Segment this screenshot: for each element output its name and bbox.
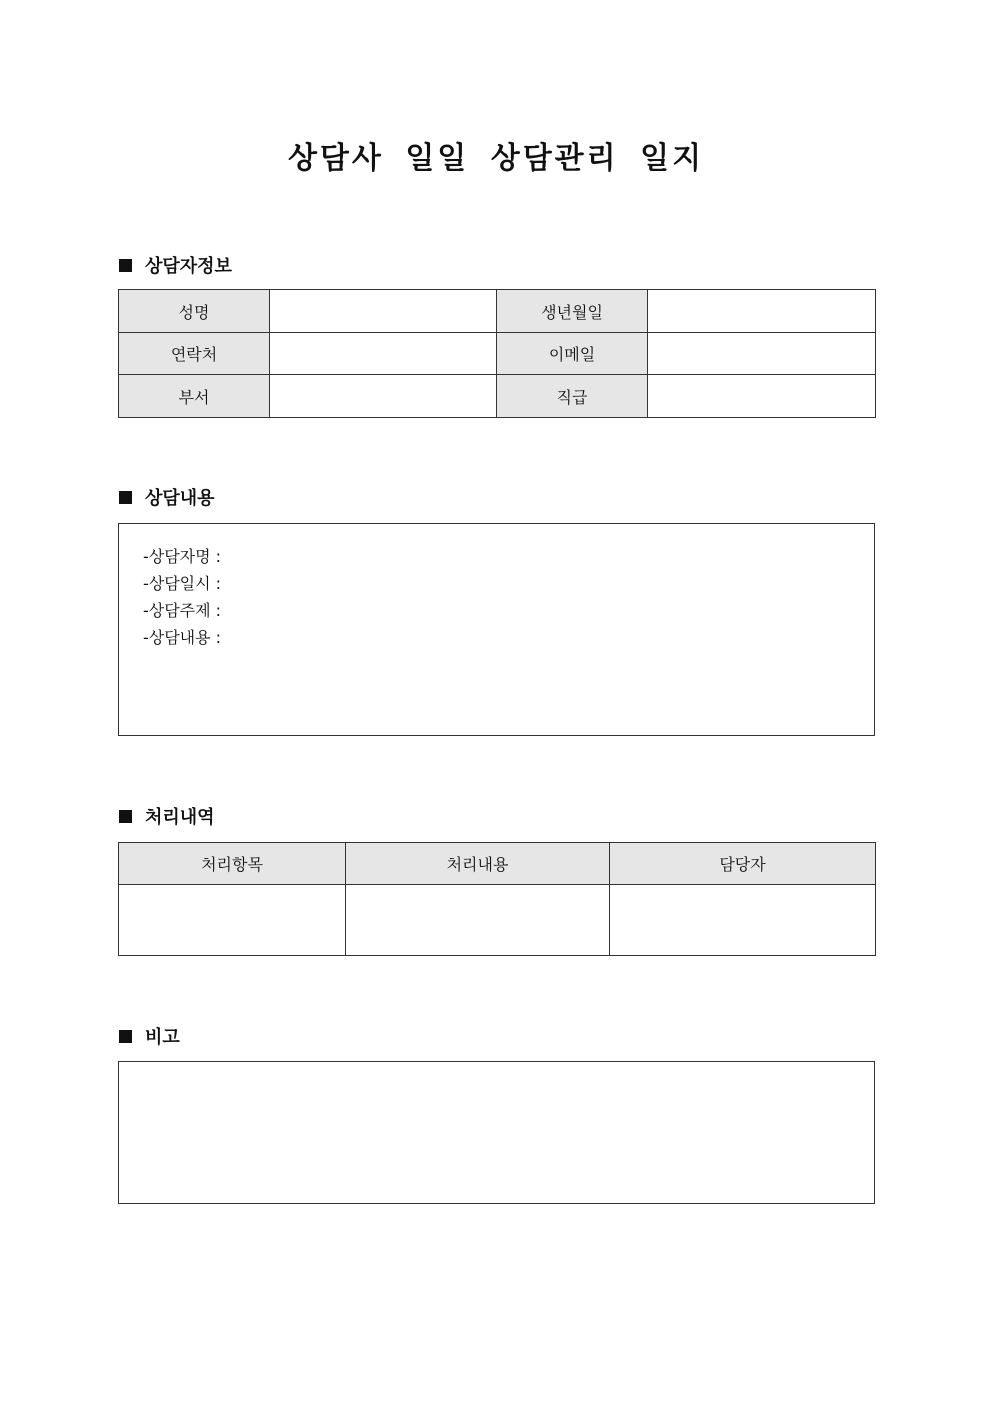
section-heading-label: 비고 <box>145 1027 180 1048</box>
position-field[interactable] <box>648 375 876 418</box>
table-row <box>119 333 876 375</box>
processing-details-field[interactable] <box>346 885 610 956</box>
column-header-manager: 담당자 <box>610 843 876 885</box>
contact-field[interactable] <box>270 333 497 375</box>
content-lines <box>143 543 221 651</box>
square-bullet-icon <box>119 259 132 272</box>
column-header-item: 처리항목 <box>119 843 346 885</box>
content-line-topic: -상담주제 : <box>143 601 222 620</box>
label-birthdate: 생년월일 <box>497 290 648 333</box>
section-heading-content <box>119 485 215 509</box>
department-field[interactable] <box>270 375 497 418</box>
name-field[interactable] <box>270 290 497 333</box>
processing-table <box>118 842 876 956</box>
column-header-details: 처리내용 <box>346 843 610 885</box>
info-table <box>118 289 876 418</box>
square-bullet-icon <box>119 810 132 823</box>
consultation-content-box[interactable] <box>118 523 875 736</box>
section-heading-processing <box>119 804 215 828</box>
table-row <box>119 885 876 956</box>
section-heading-label: 상담자정보 <box>145 256 232 277</box>
table-row <box>119 290 876 333</box>
square-bullet-icon <box>119 491 132 504</box>
label-name: 성명 <box>119 290 270 333</box>
section-heading-label: 상담내용 <box>145 488 215 509</box>
section-heading-remarks <box>119 1024 180 1048</box>
section-heading-info <box>119 253 232 277</box>
content-line-counselee: -상담자명 : <box>143 547 222 566</box>
content-line-datetime: -상담일시 : <box>143 574 222 593</box>
label-email: 이메일 <box>497 333 648 375</box>
content-line-details: -상담내용 : <box>143 628 222 647</box>
section-heading-label: 처리내역 <box>145 807 215 828</box>
page-title: 상담사 일일 상담관리 일지 <box>287 141 705 176</box>
email-field[interactable] <box>648 333 876 375</box>
square-bullet-icon <box>119 1030 132 1043</box>
birthdate-field[interactable] <box>648 290 876 333</box>
table-row <box>119 375 876 418</box>
label-contact: 연락처 <box>119 333 270 375</box>
processing-manager-field[interactable] <box>610 885 876 956</box>
processing-item-field[interactable] <box>119 885 346 956</box>
remarks-box[interactable] <box>118 1061 875 1204</box>
table-header-row <box>119 843 876 885</box>
label-position: 직급 <box>497 375 648 418</box>
label-department: 부서 <box>119 375 270 418</box>
